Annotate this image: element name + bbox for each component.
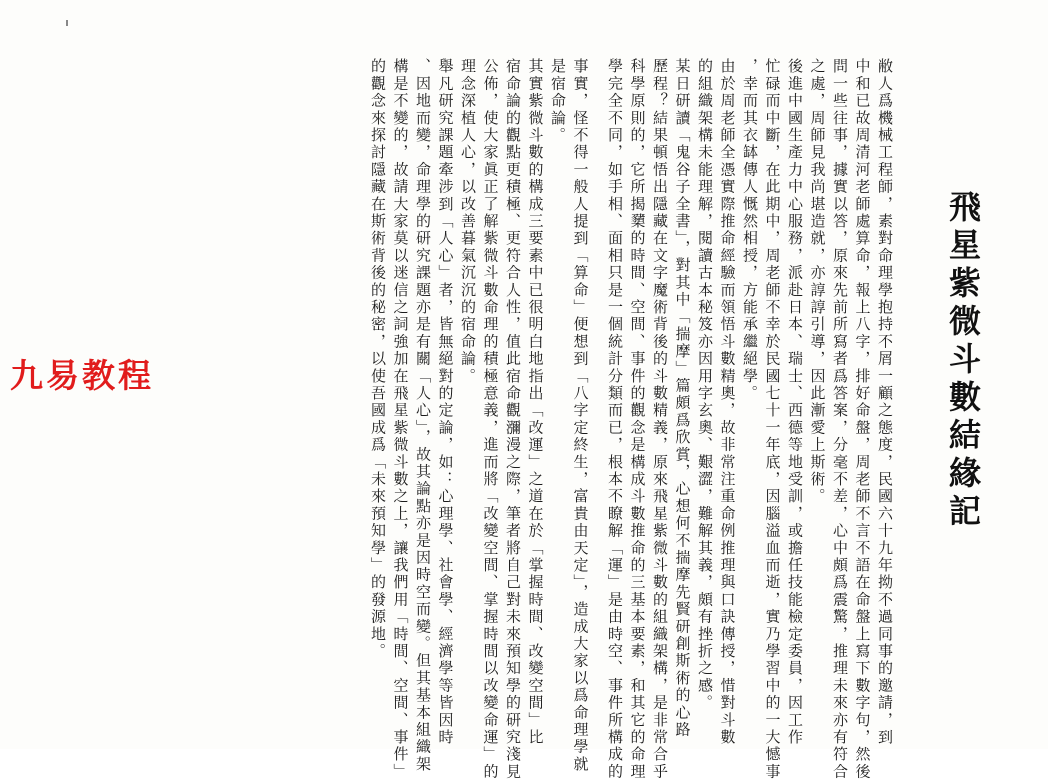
- text-column: 理念深植人心，以改善暮氣沉沉的宿命論。: [459, 58, 477, 385]
- text-column: 中和已故周清河老師處算命，報上八字，排好命盤，周老師不言不語在命盤上寫下數字句，然後: [853, 58, 872, 780]
- text-column: 某日研讀「鬼谷子全書」，對其中「揣摩」篇頗爲欣賞，心想何不揣摩先賢研創斯術的心路: [673, 58, 692, 739]
- text-column: ，幸而其衣缽傳人慨然相授，方能承繼絕學。: [741, 58, 759, 402]
- text-column: 是宿命論。: [549, 58, 567, 144]
- text-column: 後進中國生產力中心服務，派赴日本、瑞士、西德等地受訓，或擔任技能檢定委員，因工作: [786, 58, 804, 746]
- text-column: 的組織架構未能理解，閱讀古本秘笈亦因用字玄奧、艱澀，難解其義，頗有挫折之感。: [696, 58, 714, 712]
- body-text: [367, 58, 897, 780]
- text-column: 宿命論的觀點更積極、更符合人性，值此宿命觀瀰漫之際，筆者將自己對未來預知學的研究淺見: [504, 58, 522, 780]
- text-column: 由於周老師全憑實際推命經驗而領悟斗數精奧，故非常注重命例推理與口訣傳授，惜對斗數: [718, 58, 737, 746]
- page-title: 飛星紫微斗數結緣記: [944, 190, 982, 532]
- text-column: 、因地而變，命理學的研究課題亦是有關「人心」，故其論點亦是因時空而變。但其基本組織架: [414, 58, 432, 773]
- text-column: 忙碌而中斷，在此期中，周老師不幸於民國七十一年底，因腦溢血而逝，實乃學習中的一大憾事: [763, 58, 782, 780]
- text-column: 學完全不同，如手相、面相只是一個統計分類而已，根本不瞭解「運」是由時空、事件所構成的: [606, 58, 624, 780]
- text-column: 之處，周師見我尚堪造就，亦諄諄引導，因此漸愛上斯術。: [808, 58, 827, 506]
- watermark-logo: 九易教程: [10, 356, 154, 395]
- scan-mark: [66, 20, 68, 26]
- text-column: 敝人爲機械工程師，素對命理學抱持不屑一顧之態度，民國六十九年拗不過同事的邀請，到: [876, 58, 894, 746]
- text-column: 問一些往事，據實以答，原來先前所寫者爲答案，分毫不差，心中頗爲震驚，推理未來亦有符合: [831, 58, 849, 780]
- text-column: 事實，怪不得一般人提到「算命」便想到「八字定終生，富貴由天定」，造成大家以爲命理學就: [571, 58, 590, 773]
- text-column: 構是不變的，故請大家莫以迷信之詞強加在飛星紫微斗數之上，讓我們用「時間、空間、事件」: [391, 58, 410, 780]
- text-column: 公佈，使大家眞正了解紫微斗數命理的積極意義，進而將「改變空間、掌握時間以改變命運」的: [481, 58, 500, 780]
- text-column: 科學原則的，它所揭櫫的時間、空間、事件的觀念是構成斗數推命的三基本要素，和其它的命理: [628, 58, 647, 780]
- text-column: 其實紫微斗數的構成三要素中已很明白地指出「改運」之道在於「掌握時間、改變空間」比: [526, 58, 545, 746]
- text-column: 歷程？結果頓悟出隱藏在文字魔術背後的斗數精義，原來飛星紫微斗數的組織架構，是非常合乎: [651, 58, 669, 780]
- text-column: 的觀念來探討隱藏在斯術背後的秘密，以使吾國成爲「未來預知學」的發源地。: [369, 58, 387, 660]
- text-column: 舉凡研究課題牽涉到「人心」者，皆無絕對的定論，如：心理學、社會學、經濟學等皆因時: [436, 58, 455, 746]
